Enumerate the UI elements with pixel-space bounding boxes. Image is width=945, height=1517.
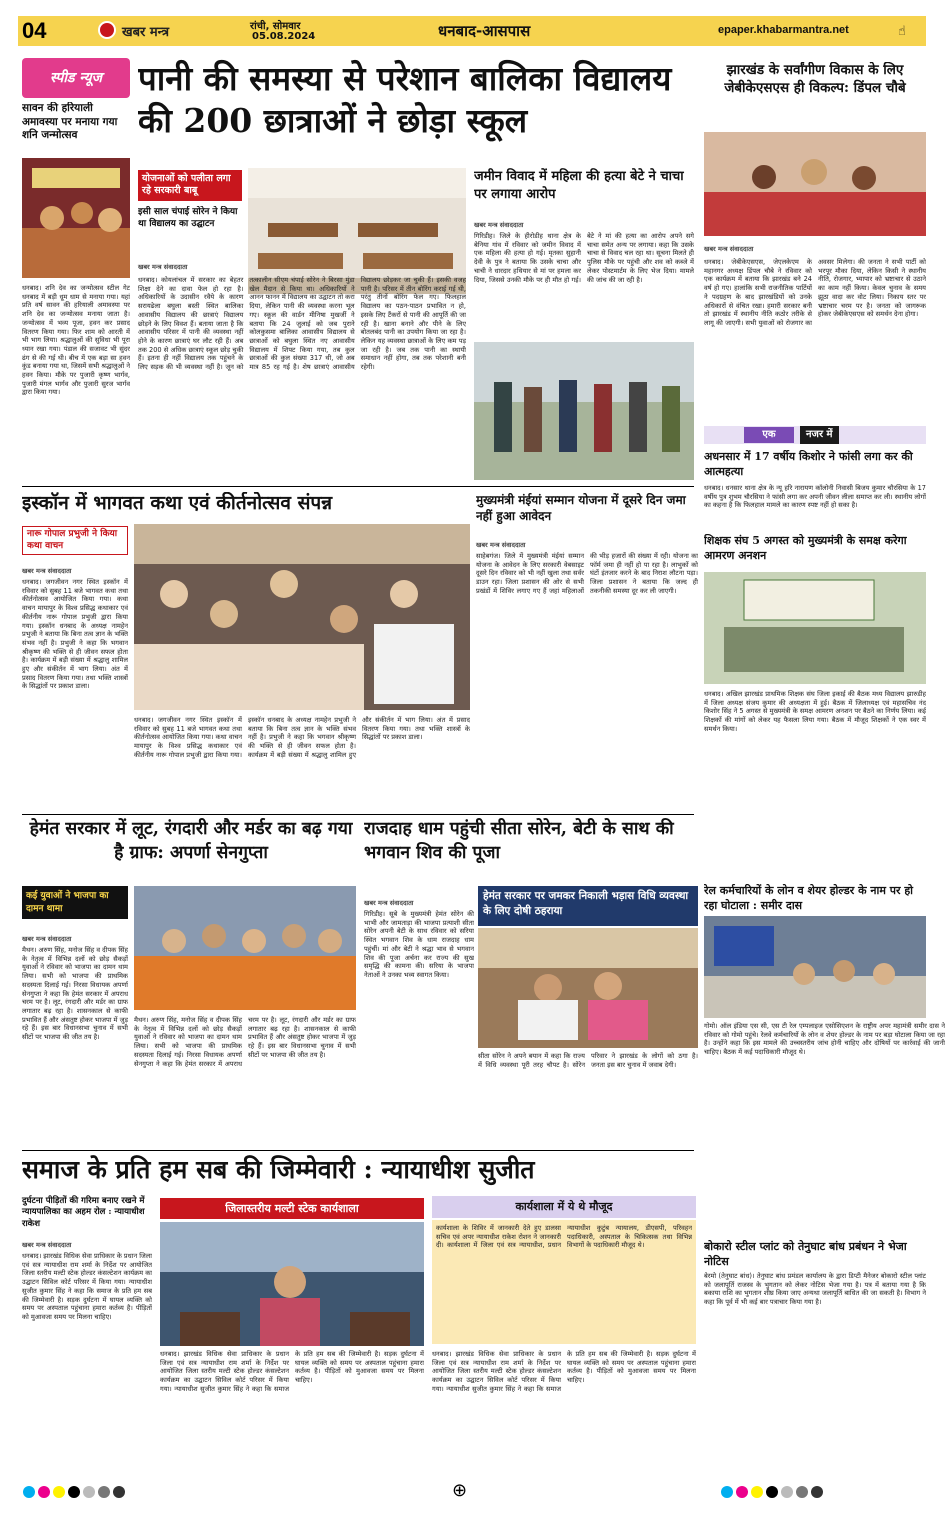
lead-headline: पानी की समस्या से परेशान बालिका विद्यालय की 200 छात्राओं ने छोड़ा स्कूल (138, 59, 672, 141)
aparna-headline: हेमंत सरकार में लूट, रंगदारी और मर्डर का बढ़ गया है ग्राफ: अपर्णा सेनगुप्ता (29, 819, 353, 863)
divider (22, 814, 694, 815)
judge-headline: समाज के प्रति हम सब की जिम्मेवारी : न्यायाधीश सुजीत (22, 1155, 535, 1184)
hand-pointer-icon: ☝ (898, 24, 906, 39)
nazar-label: नजर में (800, 426, 839, 444)
murder-headline: जमीन विवाद में महिला की हत्या बेटे ने चाचा पर लगाया आरोप (474, 169, 684, 202)
speed-news-badge (22, 58, 130, 98)
aparna-tag: कई युवाओं ने भाजपा का दामन थामा (22, 886, 128, 919)
nazar-item1-body: धनबाद। धनसार थाना क्षेत्र के न्यू हरि नारायण कॉलोनी निवासी बिजय कुमार चौरसिया के 17 वर्षीय पुत्र शुभम चौरसिया ने फांसी लगा कर अपनी जीवन लीला समाप्त कर ली। स्थानीय लोगों का कहना है कि फिलहाल मामले का कारण स्पष्ट नहीं हो सका है। (704, 484, 926, 510)
dateline-city: रांची, सोमवार (250, 21, 301, 32)
judge-tag1: दुर्घटना पीड़ितों की गरिमा बनाए रखने में न्यायपालिका का अहम रोल : न्यायाधीश राकेश (22, 1196, 145, 1229)
section-title: धनबाद-आसपास (438, 22, 531, 40)
lead-tag: योजनाओं को पलीता लगा रहे सरकारी बाबू (138, 170, 242, 201)
maiya-byline: खबर मन्त्र संवाददाता (476, 541, 526, 549)
workshop-speaker-photo (160, 1222, 424, 1346)
nazar-item2-headline: शिक्षक संघ 5 अगस्त को मुख्यमंत्री के समक्ष करेगा आमरण अनशन (704, 534, 907, 562)
bjp-joining-photo (134, 886, 356, 1010)
brand-name: खबर मन्त्र (122, 25, 170, 40)
murder-body: गिरिडीह। जिले के हीरोडीह थाना क्षेत्र के बेनिया गांव में रविवार को जमीन विवाद में एक महिला की हत्या हो गई। मृतका सुहानी देवी के पुत्र ने बताया कि उसके चाचा और चाची ने धारदार हथियार से मां पर हमला कर दिया, जिससे उनकी मौके पर ही मौत हो गई। बेटे ने मां की हत्या का आरोप अपने सगे चाचा समेत अन्य पर लगाया। कहा कि उसके चाचा से विवाद चल रहा था। सूचना मिलते ही पुलिस मौके पर पहुंची और शव को कब्जे में लेकर पोस्टमार्टम के लिए भेज दिया। मामले की जांच की जा रही है। (474, 232, 694, 284)
speed-news-body: धनबाद। शनि देव का जन्मोत्सव स्टील गेट धनबाद में बड़ी धूम धाम से मनाया गया। यहां प्रति वर्ष सावन की हरियाली अमावस्या पर शनि देव का जन्मोत्सव मनाया जाता है। जन्मोत्सव में भव्य पूजा, हवन कर प्रसाद वितरण किया गया। फिर शाम को आरती में भी भाग लिया। श्रद्धालुओं की सुविधा भी पूरा ध्यान रखा गया। पंडाल की सजावट भी सुंदर ढंग से की गई थी। बीच में एक बड़ा सा हवन कुंड बनाया गया था, जिसमें सभी श्रद्धालुओं ने हवन किया। मौके पर पुजारी कृष्ण भार्गव, पुजारी मंगल भार्गव और पुजारी सुरज भार्गव द्वारा किया गया। (22, 284, 130, 397)
lead-subhead: इसी साल चंपाई सोरेन ने किया था विद्यालय का उद्घाटन (138, 207, 238, 230)
aparna-body: मैथन। अरुण सिंह, मनोज सिंह व दीपक सिंह के नेतृत्व में विभिन्न दलों को छोड़ सैकड़ों युवाओं ने रविवार को भाजपा का दामन थाम लिया। सभी को भाजपा की प्राथमिक सदस्यता दिलाई गई। निरसा विधायक अपर्णा सेनगुप्ता ने कहा कि हेमंत सरकार में अपराध चरम पर है। लूट, रंगदारी और मर्डर का ग्राफ लगातार बढ़ रहा है। शासनकाल से काफी प्रभावित हैं और अंसतुष्ट होकर भाजपा में जुड़ रहे हैं। इस बार विधानसभा चुनाव में सभी सीटों पर भाजपा की जीत तय है। (22, 946, 128, 1042)
dateline-date: 05.08.2024 (252, 31, 316, 42)
speed-news-photo (22, 158, 130, 278)
teachers-protest-photo (704, 572, 926, 684)
sita-inset-headline: हेमंत सरकार पर जमकर निकाली भड़ास विधि व्यवस्था के लिए दोषी ठहराया (483, 890, 689, 917)
sita-photo (478, 928, 698, 1048)
judge-body-tail: धनबाद। झारखंड विधिक सेवा प्राधिकार के प्रधान जिला एवं सत्र न्यायाधीश राम शर्मा के निर्देश पर आयोजित जिला स्तरीय मल्टी स्टेक होल्डर कंसल्टेशन कार्यक्रम का उद्घाटन सिविल कोर्ट परिसर में किया गया। न्यायाधीश सुजीत कुमार सिंह ने कहा कि समाज के प्रति हम सब की जिम्मेवारी है। सड़क दुर्घटना में घायल व्यक्ति को समय पर अस्पताल पहुंचाना हमारा कर्तव्य है। पीड़ितों को मुआवजा समय पर मिलना चाहिए। (432, 1350, 696, 1393)
bokaro-body: बेरमो (तेनुघाट बांध)। तेनुघाट बांध प्रमंडल कार्यालय के द्वारा डिप्टी मैनेजर बोकारो स्टील प्लांट को जलापूर्ति राजस्व के भुगतान को लेकर नोटिस भेजा गया है। पत्र में बताया गया है कि बकाया राशि का भुगतान शीघ्र किया जाए अन्यथा जलापूर्ति बाधित की जा सकती है। विभाग ने कहा कि पूर्व में भी कई बार पत्राचार किया गया है। (704, 1272, 926, 1307)
judge-byline: खबर मन्त्र संवाददाता (22, 1241, 72, 1249)
sita-byline: खबर मन्त्र संवाददाता (364, 899, 414, 907)
murder-photo (474, 342, 694, 480)
kirtan-crowd-photo (134, 524, 470, 710)
color-registration-left (22, 1484, 222, 1498)
iskcon-body-continued: धनबाद। जगजीवन नगर स्थित इस्कॉन में रविवार को सुबह 11 बजे भागवत कथा तथा कीर्तनोत्सव आयोजित किया गया। कथा वाचन मायापुर के विश्व प्रसिद्ध कथाकार एवं कीर्तनीय नारू गोपाल प्रभुजी द्वारा किया गया। इस्कॉन धनबाद के अध्यक्ष नामहेन प्रभुजी ने बताया कि बिना तत्व ज्ञान के भक्ति संभव नहीं है। प्रभुजी ने कहा कि भगवान श्रीकृष्ण की भक्ति से ही जीवन सफल होता है। कार्यक्रम में बड़ी संख्या में श्रद्धालु शामिल हुए और संकीर्तन में भाग लिया। अंत में प्रसाद वितरण किया गया। तथा भक्ति शास्त्रों के सिद्धांतों पर प्रकाश डाला। (134, 716, 470, 759)
railway-headline: रेल कर्मचारियों के लोन व शेयर होल्डर के नाम पर हो रहा घोटाला : समीर दास (704, 884, 914, 912)
sita-body: गिरिडीह। सूबे के मुख्यमंत्री हेमंत सोरेन की भाभी और जामताड़ा की भाजपा प्रत्याशी सीता सोरेन अपनी बेटी के साथ रविवार को सरिया स्थित भगवान शिव के धाम राजदाह धाम पहुंचीं। मां और बेटी ने श्रद्धा भाव से भगवान शिव की पूजा अर्चना कर राज्य की सुख समृद्धि की कामना की। सरिया के भाजपा नेताओं ने उनका भव्य स्वागत किया। (364, 910, 474, 979)
nazar-bar (704, 426, 926, 444)
nazar-item2-photo (704, 572, 926, 684)
right-top-headline: झारखंड के सर्वांगीण विकास के लिए जेबीकेएसएस ही विकल्प: डिंपल चौबे (724, 62, 906, 96)
right-top-photo (704, 132, 926, 236)
murder-byline: खबर मन्त्र संवाददाता (474, 221, 524, 229)
sita-headline: राजदाह धाम पहुंची सीता सोरेन, बेटी के साथ की भगवान शिव की पूजा (364, 819, 674, 863)
judge-tag2: जिलास्तरीय मल्टी स्टेक कार्यशाला (160, 1198, 424, 1219)
rail-union-photo (704, 916, 926, 1018)
judge-photo (160, 1222, 424, 1346)
lead-body: धनबाद। कोयलांचल में सरकार का बेहतर शिक्षा देने का दावा फेल हो रहा है। अधिकारियों के उदासीन रवैये के कारण सरायढेला बघुला बस्ती स्थित बालिका आवासीय विद्यालय की छात्राएं विद्यालय छोड़ने के लिए विवश हैं। बताया जाता है कि आवासीय परिसर में पानी की व्यवस्था नहीं होने के कारण छात्राएं घर लौट रही हैं। अब तक 200 से अधिक छात्राएं स्कूल छोड़ चुकी हैं। इतना ही नहीं विद्यालय तक पहुंचने के लिए सड़क की भी व्यवस्था नहीं है। जून को तत्कालीन सीएम चंपाई सोरेन ने बिरसा मुंडा खेल मैदान से किया था। अधिकारियों ने आनन फानन में विद्यालय का उद्घाटन तो करा दिया, लेकिन पानी की व्यवस्था करना भूल गए। स्कूल की वार्डन मीनिषा मुखर्जी ने बताया कि 24 जुलाई को जब पुराने कोलकुसमा बालिका आवासीय विद्यालय से छात्राओं को बघुला स्थित नए आवासीय विद्यालय में शिफ्ट किया गया, तब कुल छात्राओं की कुल संख्या 317 थी, जो अब मात्र 85 रह गई है। शेष छात्राएं आवासीय विद्यालय छोड़कर जा चुकी हैं। इसकी वजह पानी है। परिसर में तीन बोरिंग कराई गई थी, परंतु तीनों बोरिंग फेल गए। फिलहाल विद्यालय का पठन-पाठन प्रभावित न हो, इसके लिए टैंकरों से पानी की आपूर्ति की जा रही है। खाना बनाने और पीने के लिए बोतलबंद पानी का उपयोग किया जा रहा है। लेकिन यह व्यवस्था छात्राओं के लिए कम पड़ जा रही है। जब तक पानी का स्थायी समाधान नहीं होगा, तब तक परेशानी बनी रहेगी। (138, 276, 466, 372)
aparna-body-continued: मैथन। अरुण सिंह, मनोज सिंह व दीपक सिंह के नेतृत्व में विभिन्न दलों को छोड़ सैकड़ों युवाओं ने रविवार को भाजपा का दामन थाम लिया। सभी को भाजपा की प्राथमिक सदस्यता दिलाई गई। निरसा विधायक अपर्णा सेनगुप्ता ने कहा कि हेमंत सरकार में अपराध चरम पर है। लूट, रंगदारी और मर्डर का ग्राफ लगातार बढ़ रहा है। शासनकाल से काफी प्रभावित हैं और अंसतुष्ट होकर भाजपा में जुड़ रहे हैं। इस बार विधानसभा चुनाव में सभी सीटों पर भाजपा की जीत तय है। (134, 1016, 356, 1068)
temple-puja-photo (478, 928, 698, 1048)
judge-present-box (432, 1220, 696, 1344)
judge-present-body: कार्यशाला के शिविर में जानकारी देते हुए डालसा सचिव एवं अपर न्यायाधीश राकेश रोशन ने जानकारी दी। कार्यशाला में जिला एवं सत्र न्यायाधीश, प्रधान न्यायाधीश कुटुंब न्यायालय, डीएसपी, परिवहन पदाधिकारी, अस्पताल के चिकित्सक तथा विभिन्न विभागों के पदाधिकारी मौजूद थे। (436, 1224, 692, 1250)
page-number: 04 (22, 18, 47, 43)
sita-inset-box (478, 886, 698, 926)
maiya-body: साहेबगंज। जिले में मुख्यमंत्री मंईयां सम्मान योजना के आवेदन के लिए सरकारी वेबसाइट दूसरे दिन रविवार को भी नहीं खुला तथा सर्वर डाउन रहा। जिला प्रशासन की ओर से सभी प्रखंडों में शिविर लगाए गए हैं जहां महिलाओं की भीड़ हजारों की संख्या में रही। योजना का फॉर्म जमा ही नहीं हो पा रहा है। लाभुकों को घंटों इंतजार करने के बाद निराश लौटना पड़ा। जिला प्रशासन ने बताया कि जल्द ही तकनीकी समस्या दूर कर ली जाएगी। (476, 552, 698, 595)
site-link[interactable]: epaper.khabarmantra.net (718, 24, 849, 36)
meeting-photo (704, 132, 926, 236)
maiya-headline: मुख्यमंत्री मंईयां सम्मान योजना में दूसरे दिन जमा नहीं हुआ आवेदन (476, 493, 686, 524)
divider (22, 486, 694, 487)
nazar-item1-headline: अधनसार में 17 वर्षीय किशोर ने फांसी लगा कर की आत्महत्या (704, 450, 913, 478)
divider (22, 1150, 694, 1151)
judge-body: धनबाद। झारखंड विधिक सेवा प्राधिकार के प्रधान जिला एवं सत्र न्यायाधीश राम शर्मा के निर्देश पर आयोजित जिला स्तरीय मल्टी स्टेक होल्डर कंसल्टेशन कार्यक्रम का उद्घाटन सिविल कोर्ट परिसर में किया गया। न्यायाधीश सुजीत कुमार सिंह ने कहा कि समाज के प्रति हम सब की जिम्मेवारी है। सड़क दुर्घटना में घायल व्यक्ति को समय पर अस्पताल पहुंचाना हमारा कर्तव्य है। पीड़ितों को मुआवजा समय पर मिलना चाहिए। (22, 1252, 152, 1321)
bokaro-headline: बोकारो स्टील प्लांट को तेनुघाट बांध प्रबंधन ने भेजा नोटिस (704, 1240, 907, 1268)
aparna-photo (134, 886, 356, 1010)
iskcon-photo (134, 524, 470, 710)
judge-tag3: कार्यशाला में ये थे मौजूद (515, 1200, 613, 1213)
right-top-byline: खबर मन्त्र संवाददाता (704, 245, 754, 253)
iskcon-headline: इस्कॉन में भागवत कथा एवं कीर्तनोत्सव संपन्न (22, 492, 333, 514)
speed-news-label: स्पीड न्यूज (49, 70, 103, 86)
iskcon-body: धनबाद। जगजीवन नगर स्थित इस्कॉन में रविवार को सुबह 11 बजे भागवत कथा तथा कीर्तनोत्सव आयोजित किया गया। कथा वाचन मायापुर के विश्व प्रसिद्ध कथाकार एवं कीर्तनीय नारू गोपाल प्रभुजी द्वारा किया गया। इस्कॉन धनबाद के अध्यक्ष नामहेन प्रभुजी ने बताया कि बिना तत्व ज्ञान के भक्ति संभव नहीं है। प्रभुजी ने कहा कि भगवान श्रीकृष्ण की भक्ति से ही जीवन सफल होता है। कार्यक्रम में बड़ी संख्या में श्रद्धालु शामिल हुए और संकीर्तन में भाग लिया। अंत में प्रसाद वितरण किया गया। तथा भक्ति शास्त्रों के सिद्धांतों पर प्रकाश डाला। (22, 578, 128, 691)
railway-body: गोमो। ऑल इंडिया एस सी, एस टी रेल एम्पलाइज एसोसिएशन के राष्ट्रीय अपर महामंत्री समीर दास ने रविवार को गोमो पहुंचे। रेलवे कर्मचारियों के लोन व शेयर होल्डर के नाम पर बड़ा घोटाला किया जा रहा है। उन्होंने कहा कि इस मामले की उच्चस्तरीय जांच होनी चाहिए और दोषियों पर कार्रवाई की जानी चाहिए। बैठक में कई पदाधिकारी मौजूद थे। (704, 1022, 945, 1057)
color-registration-right (720, 1484, 920, 1498)
masthead (18, 16, 926, 46)
right-top-body: धनबाद। जेबीकेएसएस, जेएलकेएम के महानगर अध्यक्ष डिंपल चौबे ने रविवार को एक कार्यक्रम में बताया कि झारखंड बने 24 वर्ष हो गए। हालांकि सभी राजनीतिक पार्टियों ने पदग्रहण के बाद झारखंडियों को उनके अधिकारों से वंचित रखा। हमारी सरकार बनी तो झारखंड में स्थानीय नीति कठोर तरीके से लागू की जाएगी। सभी युवाओं को रोजगार का अवसर मिलेगा। की जनता ने सभी पार्टी को भरपूर मौका दिया, लेकिन किसी ने स्थानीय नीति, रोजगार, भ्यापार को भ्रष्टाचार से उठाने का काम नहीं किया। केवल चुनाव के समय झूठा वादा कर वोट लिया। निकाय स्तर पर भ्रष्टाचार चरम पर है। जनता को जागरूक होकर जेबीकेएसएस को समर्थन देना होगा। (704, 258, 926, 327)
aparna-byline: खबर मन्त्र संवाददाता (22, 935, 72, 943)
judge-body-continued: धनबाद। झारखंड विधिक सेवा प्राधिकार के प्रधान जिला एवं सत्र न्यायाधीश राम शर्मा के निर्देश पर आयोजित जिला स्तरीय मल्टी स्टेक होल्डर कंसल्टेशन कार्यक्रम का उद्घाटन सिविल कोर्ट परिसर में किया गया। न्यायाधीश सुजीत कुमार सिंह ने कहा कि समाज के प्रति हम सब की जिम्मेवारी है। सड़क दुर्घटना में घायल व्यक्ति को समय पर अस्पताल पहुंचाना हमारा कर्तव्य है। पीड़ितों को मुआवजा समय पर मिलना चाहिए। (160, 1350, 424, 1393)
iskcon-byline: खबर मन्त्र संवाददाता (22, 567, 72, 575)
brand-logo-icon (98, 21, 116, 39)
villagers-photo (474, 342, 694, 480)
iskcon-tag: नारू गोपाल प्रभुजी ने किया कथा वाचन (22, 526, 128, 555)
nazar-item2-body: धनबाद। अखिल झारखंड प्राथमिक शिक्षक संघ जिला इकाई की बैठक मध्य विद्यालय झारुडीह में जिला अध्यक्ष संजय कुमार की अध्यक्षता में हुई। बैठक में जिलाध्यक्ष एवं महासचिव नंद किशोर सिंह ने 5 अगस्त से मुख्यमंत्री के समक्ष आमरण अनशन पर बैठने का निर्णय लिया। कई शिक्षकों की मांगों को लेकर यह फैसला लिया गया। बैठक में मौजूद शिक्षकों ने एक स्वर में समर्थन किया। (704, 690, 926, 733)
lead-byline: खबर मन्त्र संवाददाता (138, 263, 188, 271)
crosshair-icon: ⊕ (452, 1480, 468, 1501)
railway-photo (704, 916, 926, 1018)
sita-inset-body: सीता सोरेन ने अपने बयान में कहा कि राज्य में विधि व्यवस्था पूरी तरह चौपट है। सोरेन परिवार ने झारखंड के लोगों को ठगा है। जनता इस बार चुनाव में जवाब देगी। (478, 1052, 698, 1069)
shani-jayanti-photo (22, 158, 130, 278)
judge-tag3-box (432, 1196, 696, 1218)
nazar-ek-label: एक (744, 427, 794, 443)
speed-news-headline: सावन की हरियाली अमावस्या पर मनाया गया शनि जन्मोत्सव (22, 102, 118, 142)
